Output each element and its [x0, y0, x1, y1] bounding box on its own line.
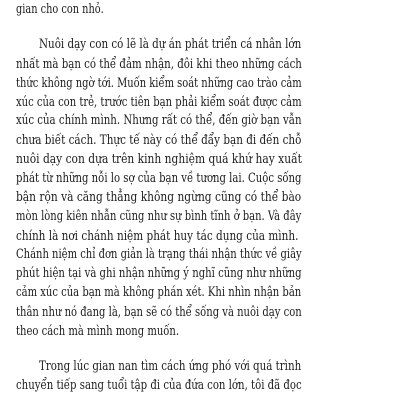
text-line: chính là nơi chánh niệm phát huy tác dụng của mình. — [16, 228, 299, 244]
text-line: cảm xúc của bạn mà không phán xét. Khi nhìn nhận bản — [16, 285, 302, 301]
text-line: nhất mà bạn có thể đảm nhận, đôi khi theo những cách — [16, 56, 302, 72]
text-line: phút hiện tại và ghi nhận những ý nghĩ cũng như những — [16, 266, 302, 282]
text-line: gian cho con nhỏ. — [16, 2, 104, 18]
text-line: nuôi dạy con dựa trên kinh nghiệm quá khứ hay xuất — [16, 151, 302, 167]
text-line: chuyển tiếp sang tuổi tập đi của đứa con lớn, tôi đã đọc — [16, 378, 302, 394]
text-line: xúc của con trẻ, trước tiên bạn phải kiểm soát được cảm — [16, 95, 302, 110]
text-line: thân như nó đang là, bạn sẽ có thể sống và nuôi dạy con — [16, 304, 302, 320]
text-line: Chánh niệm chỉ đơn giản là trạng thái nhận thức về giây — [16, 247, 302, 262]
text-line: Trong lúc gian nan tìm cách ứng phó với quá trình — [39, 359, 302, 374]
text-line: bận rộn và căng thẳng không ngừng cũng có thể bào — [16, 190, 302, 206]
text-line: chưa biết cách. Thực tế này có thể đẩy bạn đi đến chỗ — [16, 132, 302, 148]
text-line: theo cách mà mình mong muốn. — [16, 323, 180, 339]
text-line: phát từ những nỗi lo sợ của bạn về tương lai. Cuộc sống — [16, 171, 302, 186]
text-line: xúc của chính mình. Nhưng rất có thể, đến giờ bạn vẫn — [16, 113, 302, 129]
text-line: Nuôi dạy con có lẽ là dự án phát triển cá nhân lớn — [39, 37, 302, 53]
text-line: mòn lòng kiên nhẫn cũng như sự bình tĩnh ở bạn. Và đây — [16, 209, 302, 225]
text-line: thức không ngờ tới. Muốn kiểm soát những cao trào cảm — [16, 75, 302, 91]
